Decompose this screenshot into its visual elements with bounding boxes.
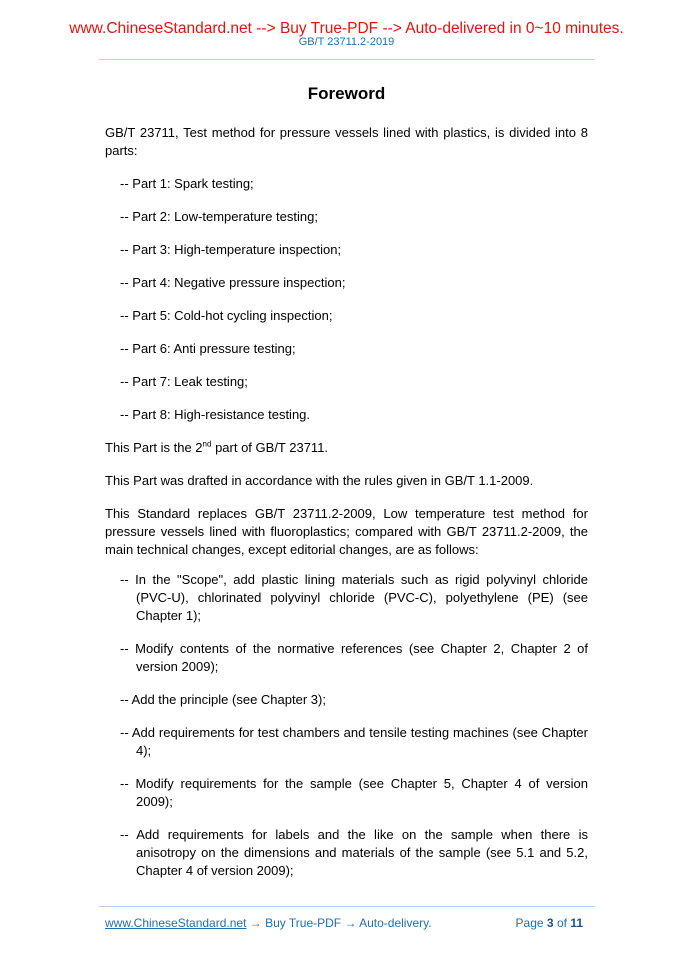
page-label: Page: [515, 916, 544, 930]
part-statement-prefix: This Part is the 2: [105, 440, 203, 455]
current-page-number: 3: [546, 916, 554, 930]
list-item-part-1: -- Part 1: Spark testing;: [120, 176, 254, 191]
header-banner: www.ChineseStandard.net --> Buy True-PDF --> Auto-delivered in 0~10 minutes.: [69, 20, 624, 37]
list-item-part-6: -- Part 6: Anti pressure testing;: [120, 341, 296, 356]
list-item-part-8: -- Part 8: High-resistance testing.: [120, 407, 311, 422]
footer-purchase-text: → Buy True-PDF → Auto-delivery.: [246, 916, 432, 930]
change-item-2: -- Modify contents of the normative references (see Chapter 2, Chapter 2 of version 2009);: [120, 641, 588, 674]
change-item-6: -- Add requirements for labels and the like on the sample when there is anisotropy on the dimensions and materials of the sample (see 5.1 and 5.2, Chapter 4 of version 2009);: [120, 827, 588, 878]
of-label: of: [556, 916, 567, 930]
change-item-3: -- Add the principle (see Chapter 3);: [120, 692, 326, 707]
footer-site-link[interactable]: www.ChineseStandard.net: [105, 916, 247, 930]
change-item-5: -- Modify requirements for the sample (see Chapter 5, Chapter 4 of version 2009);: [120, 776, 588, 809]
list-item-part-3: -- Part 3: High-temperature inspection;: [120, 242, 342, 257]
list-item-part-2: -- Part 2: Low-temperature testing;: [120, 209, 318, 224]
page-indicator: [516, 916, 583, 931]
part-statement-suffix: part of GB/T 23711.: [211, 440, 329, 455]
list-item-part-5: -- Part 5: Cold-hot cycling inspection;: [120, 308, 333, 323]
drafted-paragraph: This Part was drafted in accordance with the rules given in GB/T 1.1-2009.: [105, 473, 534, 488]
page-title: Foreword: [307, 84, 386, 103]
part-statement-ordinal: nd: [202, 439, 212, 449]
change-item-1: -- In the "Scope", add plastic lining materials such as rigid polyvinyl chloride (PVC-U), chlorinated polyvinyl chloride (PVC-C), polyethylene (PE) (see Chapter 1);: [120, 572, 588, 623]
change-item-4: -- Add requirements for test chambers and tensile testing machines (see Chapter 4);: [120, 725, 588, 758]
document-body: [105, 124, 588, 880]
document-code: GB/T 23711.2-2019: [298, 36, 395, 48]
intro-paragraph: GB/T 23711, Test method for pressure vessels lined with plastics, is divided into 8 parts:: [105, 125, 588, 158]
total-pages-number: 11: [570, 916, 583, 930]
header-divider: [99, 59, 595, 60]
list-item-part-7: -- Part 7: Leak testing;: [120, 374, 248, 389]
footer-divider: [99, 906, 595, 907]
replaces-paragraph: This Standard replaces GB/T 23711.2-2009, Low temperature test method for pressure vessels lined with fluoroplastics; compared with GB/T 23711.2-2009, the main technical changes, except editorial changes, are as follows:: [105, 506, 588, 557]
list-item-part-4: -- Part 4: Negative pressure inspection;: [120, 275, 346, 290]
part-statement: [105, 439, 588, 457]
page-footer: [105, 916, 583, 931]
